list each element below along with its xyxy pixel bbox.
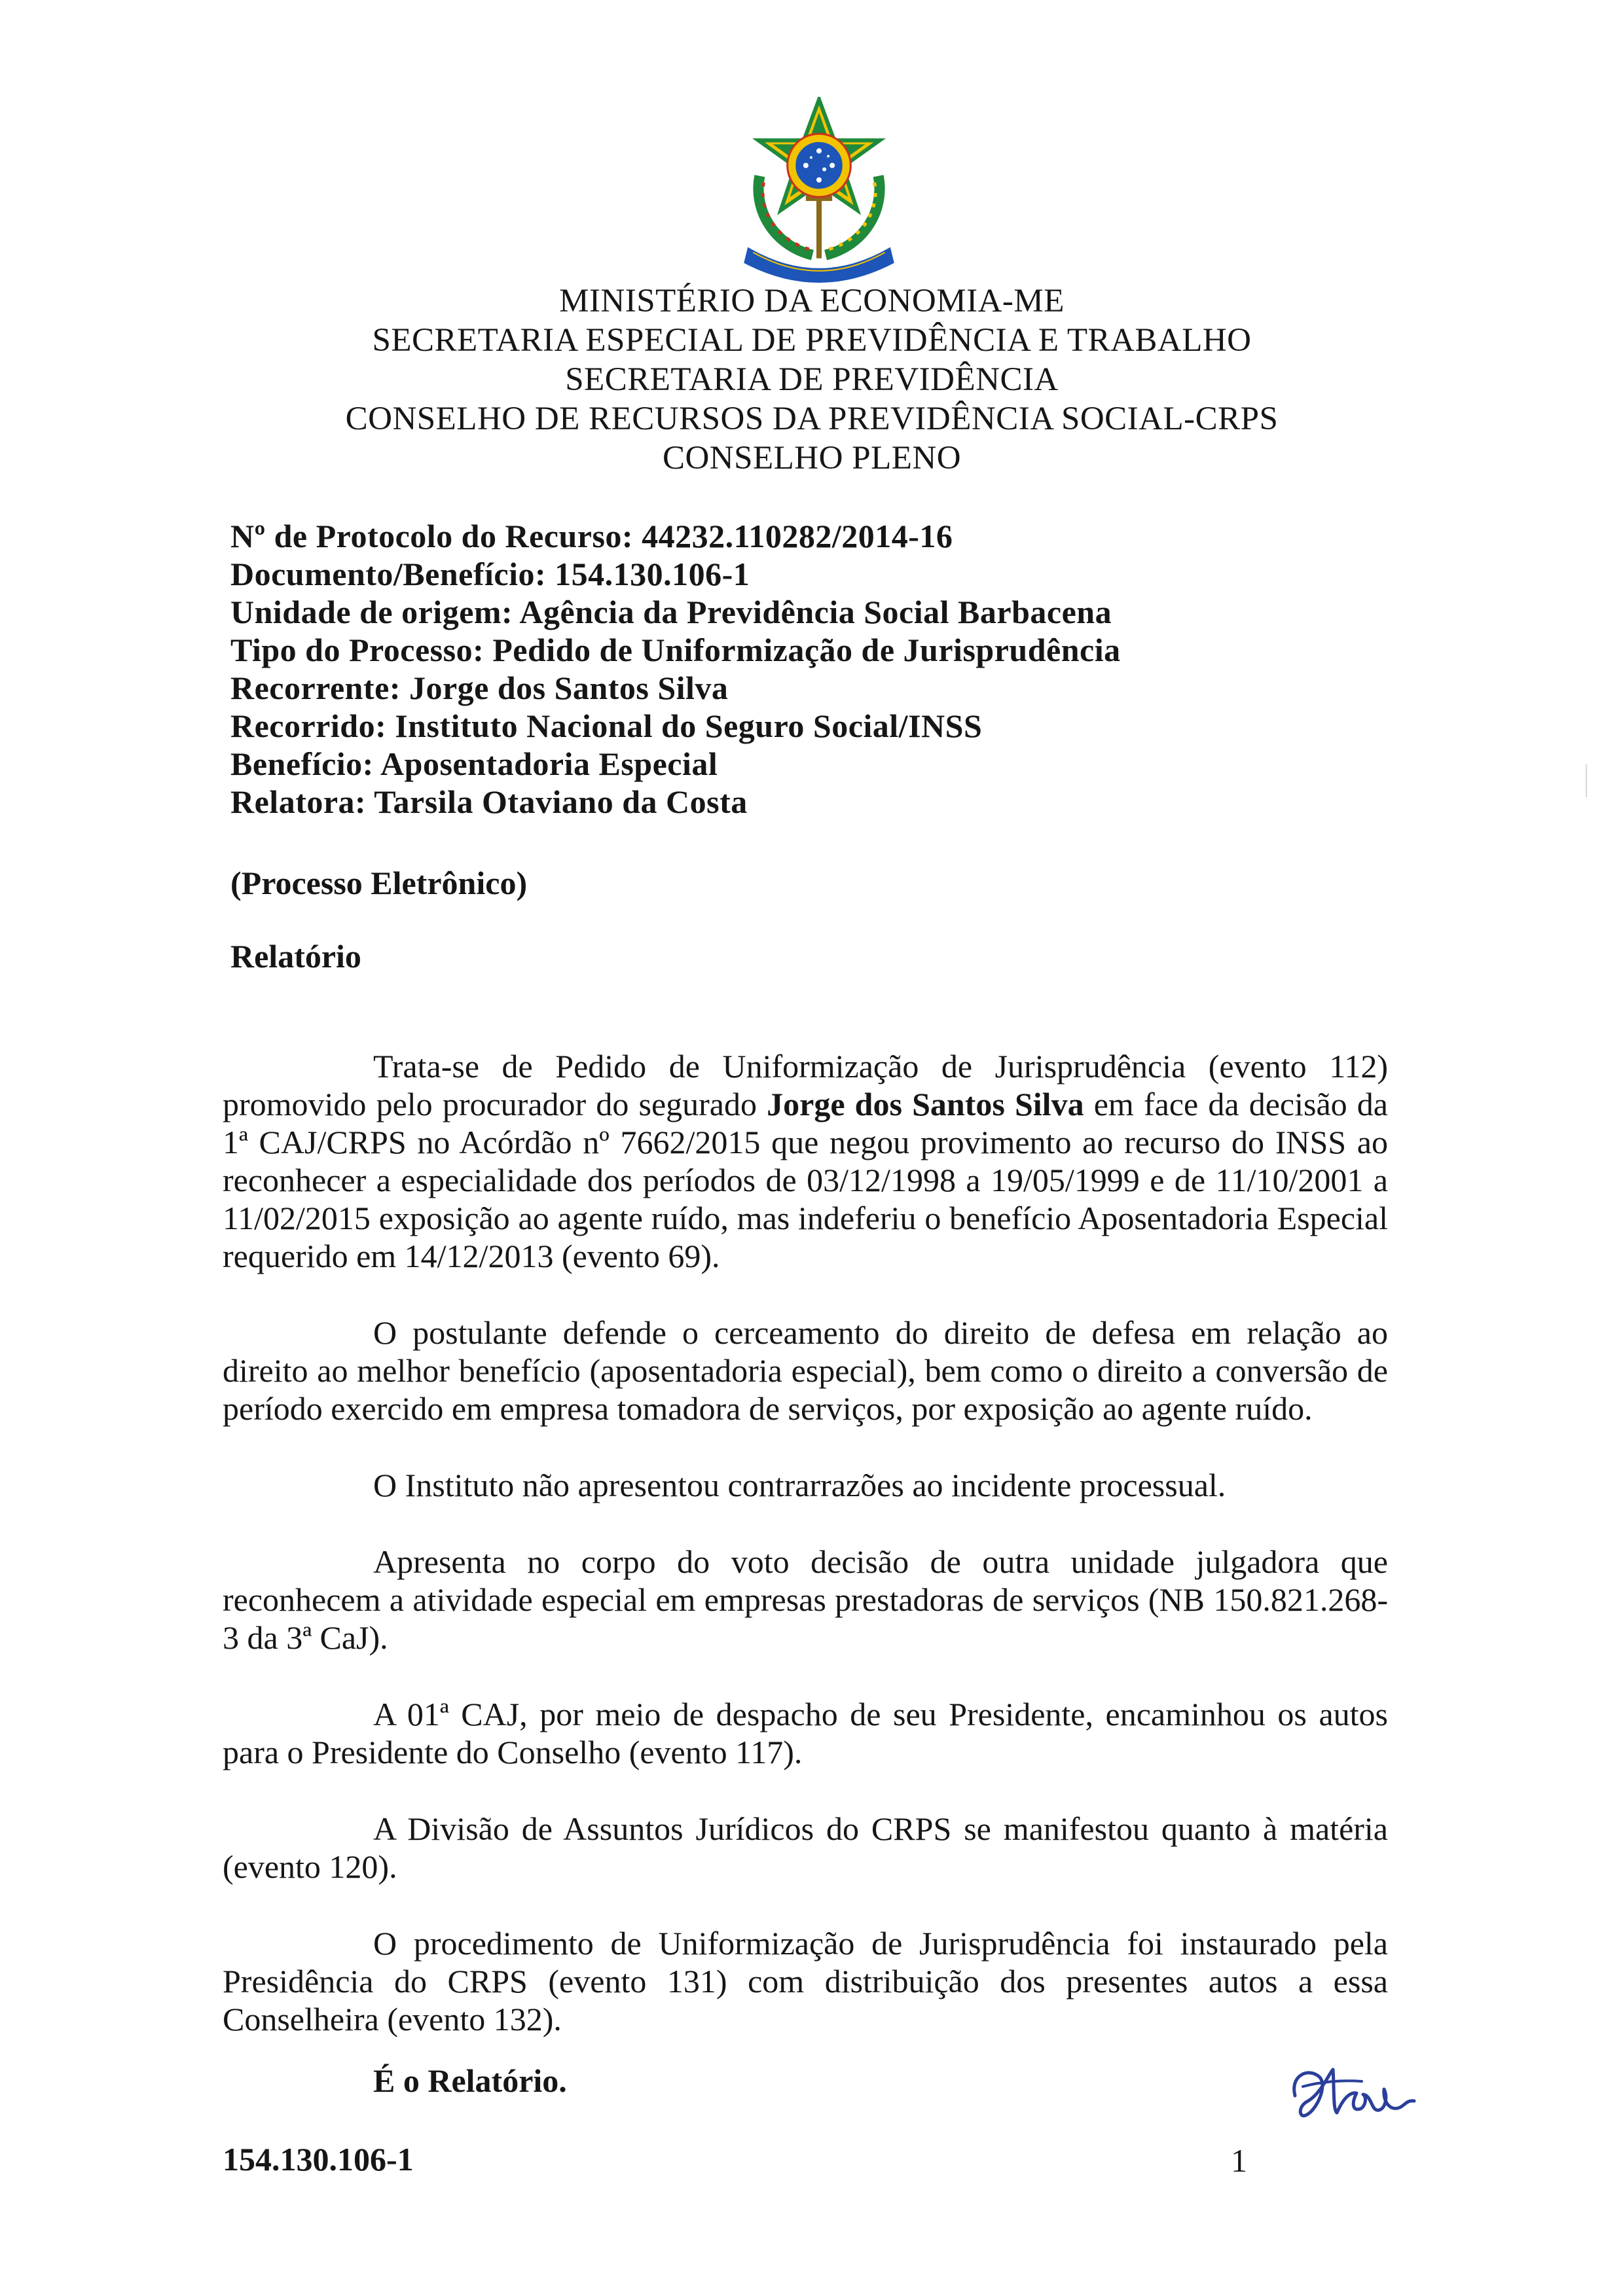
document-benefit: Documento/Benefício: 154.130.106-1 <box>230 556 750 592</box>
process-type: Tipo do Processo: Pedido de Uniformização de Jurisprudência <box>230 632 1121 668</box>
benefit-type: Benefício: Aposentadoria Especial <box>230 745 718 782</box>
cruzeiro-disc <box>794 140 845 190</box>
paragraph-1: Trata-se de Pedido de Uniformização de Jurisprudência (evento 112) promovido pelo procurador do segurado Jorge dos Santos Silva em face da decisão da 1ª CAJ/CRPS no Acórdão nº 7662/2015 que negou provimento ao recurso do INSS ao reconhecer a especialidade dos períodos de 03/12/1998 a 19/05/1999 e de 11/10/2001 a 11/02/2015 exposição ao agente ruído, mas indeferiu o benefício Aposentadoria Especial requerido em 14/12/2013 (evento 69). <box>223 1048 1388 1274</box>
paragraph-3: O Instituto não apresentou contrarrazões ao incidente processual. <box>373 1467 1226 1503</box>
header-line-1: MINISTÉRIO DA ECONOMIA-ME <box>559 283 1065 319</box>
case-metadata <box>230 517 1121 821</box>
rapporteur: Relatora: Tarsila Otaviano da Costa <box>230 783 748 820</box>
header-line-2: SECRETARIA ESPECIAL DE PREVIDÊNCIA E TRABALHO <box>372 322 1252 359</box>
scan-artifact <box>1586 764 1587 797</box>
paragraph-5: A 01ª CAJ, por meio de despacho de seu Presidente, encaminhou os autos para o Presidente do Conselho (evento 117). <box>223 1696 1388 1770</box>
signature <box>1283 2055 1421 2127</box>
paragraph-2: O postulante defende o cerceamento do direito de defesa em relação ao direito ao melhor benefício (aposentadoria especial), bem como o direito a conversão de período exercido em empresa tomadora de serviços, por exposição ao agente ruído. <box>223 1314 1388 1427</box>
paragraph-4: Apresenta no corpo do voto decisão de outra unidade julgadora que reconhecem a atividade especial em empresas prestadoras de serviços (NB 150.821.268-3 da 3ª CaJ). <box>223 1543 1388 1656</box>
insured-name: Jorge dos Santos Silva <box>767 1086 1084 1122</box>
appellee: Recorrido: Instituto Nacional do Seguro Social/INSS <box>230 708 983 744</box>
coat-of-arms-emblem <box>733 97 905 288</box>
origin-unit: Unidade de origem: Agência da Previdência Social Barbacena <box>230 594 1112 630</box>
paragraph-7: O procedimento de Uniformização de Jurisprudência foi instaurado pela Presidência do CRPS (evento 131) com distribuição dos presentes autos a essa Conselheira (evento 132). <box>223 1925 1388 2037</box>
header-line-4: CONSELHO DE RECURSOS DA PREVIDÊNCIA SOCIAL-CRPS <box>345 401 1279 437</box>
closing-statement: É o Relatório. <box>373 2062 567 2099</box>
report-heading: Relatório <box>230 938 361 975</box>
header-line-5: CONSELHO PLENO <box>662 440 962 476</box>
page-number: 1 <box>1231 2142 1247 2179</box>
paragraph-6: A Divisão de Assuntos Jurídicos do CRPS se manifestou quanto à matéria (evento 120). <box>223 1810 1388 1885</box>
footer-document-number: 154.130.106-1 <box>223 2141 414 2178</box>
protocol-number: Nº de Protocolo do Recurso: 44232.110282/2014-16 <box>230 518 953 554</box>
appellant: Recorrente: Jorge dos Santos Silva <box>230 670 729 706</box>
electronic-process-label: (Processo Eletrônico) <box>230 865 528 901</box>
header-line-3: SECRETARIA DE PREVIDÊNCIA <box>565 361 1059 398</box>
institution-header <box>196 281 1427 478</box>
report-body <box>223 1047 1388 2077</box>
